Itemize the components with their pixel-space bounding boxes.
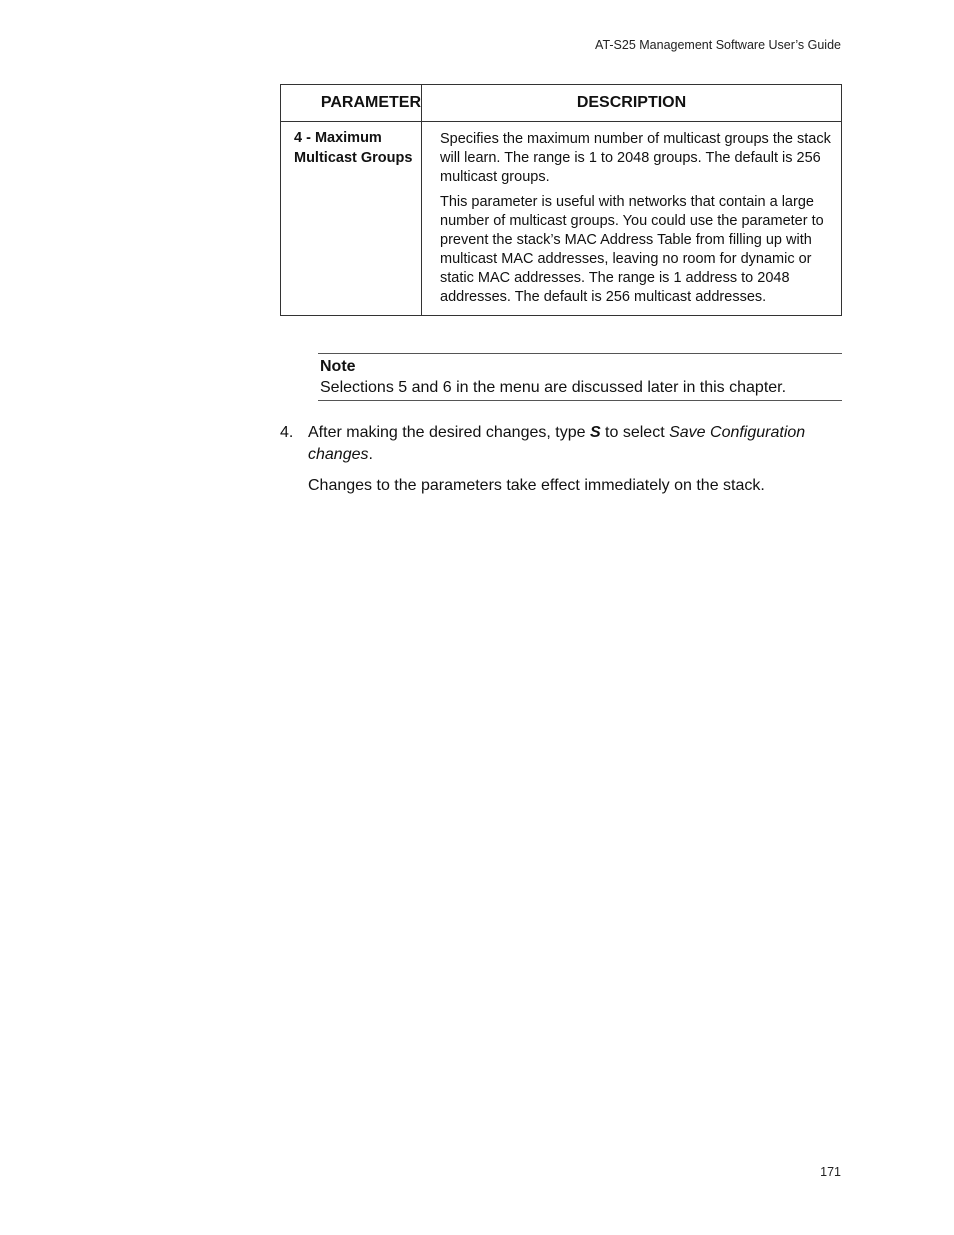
parameter-table bbox=[280, 84, 842, 316]
step-text-middle: to select bbox=[600, 424, 670, 441]
table-row bbox=[281, 122, 842, 316]
table-header-row bbox=[281, 85, 842, 122]
running-header: AT-S25 Management Software User’s Guide bbox=[595, 38, 841, 52]
step-followup-text: Changes to the parameters take effect immediately on the stack. bbox=[308, 477, 765, 494]
column-header-parameter: PARAMETER bbox=[281, 85, 422, 122]
step-text bbox=[308, 422, 842, 466]
procedure-step bbox=[280, 422, 842, 466]
parameter-name: 4 - Maximum Multicast Groups bbox=[281, 122, 422, 316]
column-header-description: DESCRIPTION bbox=[422, 85, 842, 122]
note-box bbox=[318, 353, 842, 401]
note-title: Note bbox=[320, 358, 356, 375]
step-number: 4. bbox=[280, 424, 294, 441]
step-text-before: After making the desired changes, type bbox=[308, 424, 590, 441]
step-text-after: . bbox=[368, 446, 373, 463]
parameter-description bbox=[422, 122, 842, 316]
description-paragraph: Specifies the maximum number of multicast groups the stack will learn. The range is 1 to 2048 groups. The default is 256 multicast groups. bbox=[440, 131, 831, 185]
page-number: 171 bbox=[820, 1165, 841, 1179]
step-key: S bbox=[589, 424, 601, 441]
note-text: Selections 5 and 6 in the menu are discussed later in this chapter. bbox=[320, 379, 787, 396]
description-paragraph: This parameter is useful with networks that contain a large number of multicast groups. You could use the parameter to prevent the stack’s MAC Address Table from filling up with multicast MAC addresses, leaving no room for dynamic or static MAC addresses. The range is 1 address to 2048 addresses. The default is 256 multicast addresses. bbox=[440, 194, 824, 305]
step-option-name: Save Configuration changes bbox=[308, 424, 806, 463]
